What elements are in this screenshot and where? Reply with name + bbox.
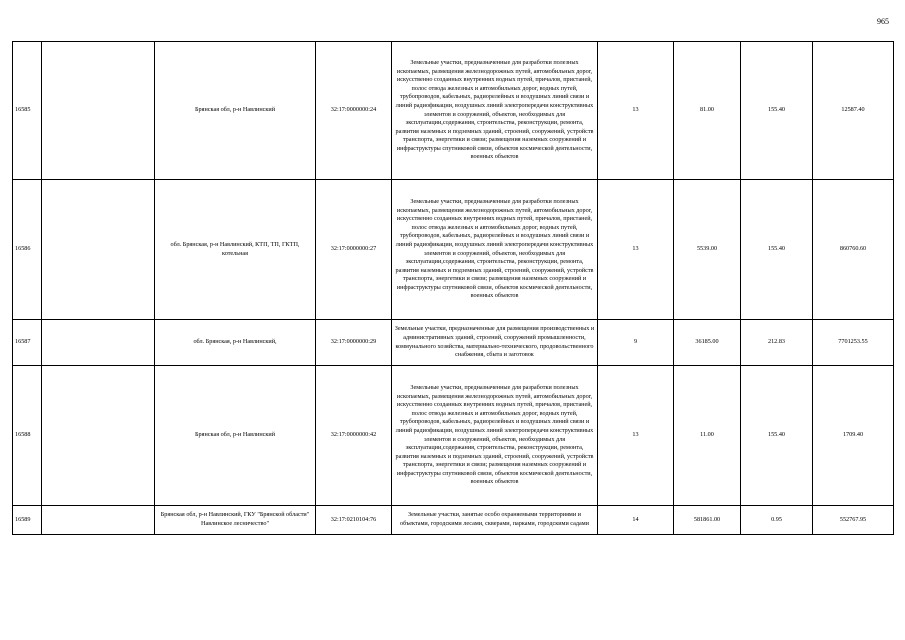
address-cell: Брянская обл, р-н Навлинский, ГКУ "Брянской области" Навлинское лесничество": [155, 506, 316, 535]
use-code-cell: 14: [598, 506, 674, 535]
land-use-cell: [392, 42, 598, 180]
land-use-text: Земельные участки, предназначенные для разработки полезных ископаемых, размещения железнодорожных путей, автомобильных дорог, искусственно созданных внутренних водных путей, причалов, пристаней, полос отвода железных и автомобильных дорог, водных путей, трубопроводов, кабельных, радиорелейных и воздушных линий связи и линий радиофикации, воздушных линий электропередачи конструктивных элементов и сооружений, объектов, необходимых для эксплуатации,содержания, строительства, реконструкции, ремонта, развития наземных и подземных зданий, строений, сооружений, устройств транспорта, энергетики и связи; размещения наземных сооружений и инфраструктуры спутниковой связи, объектов космической деятельности, военных объектов: [395, 383, 594, 486]
land-use-cell: [392, 506, 598, 535]
rate-cell: 212.83: [741, 320, 813, 366]
rate-cell: 155.40: [741, 366, 813, 506]
land-use-text: Земельные участки, занятые особо охраняемыми территориями и объектами, городскими лесами, скверами, парками, городскими садами: [400, 511, 589, 527]
rate-cell: 0.95: [741, 506, 813, 535]
area-cell: 36185.00: [674, 320, 741, 366]
land-use-text: Земельные участки, предназначенные для разработки полезных ископаемых, размещения железнодорожных путей, автомобильных дорог, искусственно созданных внутренних водных путей, причалов, пристаней, полос отвода железных и автомобильных дорог, водных путей, трубопроводов, кабельных, радиорелейных и воздушных линий связи и линий радиофикации, воздушных линий электропередачи конструктивных элементов и сооружений, объектов, необходимых для эксплуатации,содержания, строительства, реконструкции, ремонта, развития наземных и подземных зданий, строений, сооружений, устройств транспорта, энергетики и связи; размещения наземных сооружений и инфраструктуры спутниковой связи, объектов космической деятельности, военных объектов: [395, 58, 594, 161]
land-use-cell: [392, 320, 598, 366]
cadastral-value-cell: 1709.40: [813, 366, 894, 506]
area-cell: 581861.00: [674, 506, 741, 535]
cadastral-number-cell: 32:17:0000000:24: [316, 42, 392, 180]
land-use-text: Земельные участки, предназначенные для разработки полезных ископаемых, размещения железнодорожных путей, автомобильных дорог, искусственно созданных внутренних водных путей, причалов, пристаней, полос отвода железных и автомобильных дорог, водных путей, трубопроводов, кабельных, радиорелейных и воздушных линий связи и линий радиофикации, воздушных линий электропередачи конструктивных элементов и сооружений, объектов, необходимых для эксплуатации,содержания, строительства, реконструкции, ремонта, развития наземных и подземных зданий, строений, сооружений, устройств транспорта, энергетики и связи; размещения наземных сооружений и инфраструктуры спутниковой связи, объектов космической деятельности, военных объектов: [395, 197, 594, 300]
address-cell: обл. Брянская, р-н Навлинский, КТП, ТП, ГКТП, котельная: [155, 180, 316, 320]
cadastral-value-cell: 12587.40: [813, 42, 894, 180]
empty-cell: [42, 180, 155, 320]
empty-cell: [42, 42, 155, 180]
land-use-cell: [392, 180, 598, 320]
address-cell: Брянская обл, р-н Навлинский: [155, 42, 316, 180]
table-row: [13, 320, 894, 366]
use-code-cell: 13: [598, 366, 674, 506]
empty-cell: [42, 366, 155, 506]
cadastral-number-cell: 32:17:0210104:76: [316, 506, 392, 535]
use-code-cell: 9: [598, 320, 674, 366]
page-number: 965: [877, 17, 889, 26]
row-number: 16587: [13, 320, 42, 366]
cadastral-value-cell: 552767.95: [813, 506, 894, 535]
table-row: [13, 180, 894, 320]
table-row: [13, 42, 894, 180]
area-cell: 5539.00: [674, 180, 741, 320]
rate-cell: 155.40: [741, 180, 813, 320]
cadastral-number-cell: 32:17:0000000:42: [316, 366, 392, 506]
rate-cell: 155.40: [741, 42, 813, 180]
row-number: 16589: [13, 506, 42, 535]
area-cell: 81.00: [674, 42, 741, 180]
empty-cell: [42, 506, 155, 535]
area-cell: 11.00: [674, 366, 741, 506]
land-use-cell: [392, 366, 598, 506]
row-number: 16585: [13, 42, 42, 180]
row-number: 16588: [13, 366, 42, 506]
address-cell: Брянская обл, р-н Навлинский: [155, 366, 316, 506]
land-use-text: Земельные участки, предназначенные для размещения производственных и административных зданий, строений, сооружений промышленности, коммунального хозяйства, материально-технического, продовольственного снабжения, сбыта и заготовок: [394, 325, 595, 359]
cadastral-number-cell: 32:17:0000000:27: [316, 180, 392, 320]
table-row: [13, 506, 894, 535]
cadastral-value-cell: 860760.60: [813, 180, 894, 320]
land-registry-table: [12, 41, 894, 535]
cadastral-number-cell: 32:17:0000000:29: [316, 320, 392, 366]
address-cell: обл. Брянская, р-н Навлинский,: [155, 320, 316, 366]
empty-cell: [42, 320, 155, 366]
cadastral-value-cell: 7701253.55: [813, 320, 894, 366]
table-row: [13, 366, 894, 506]
use-code-cell: 13: [598, 180, 674, 320]
use-code-cell: 13: [598, 42, 674, 180]
row-number: 16586: [13, 180, 42, 320]
